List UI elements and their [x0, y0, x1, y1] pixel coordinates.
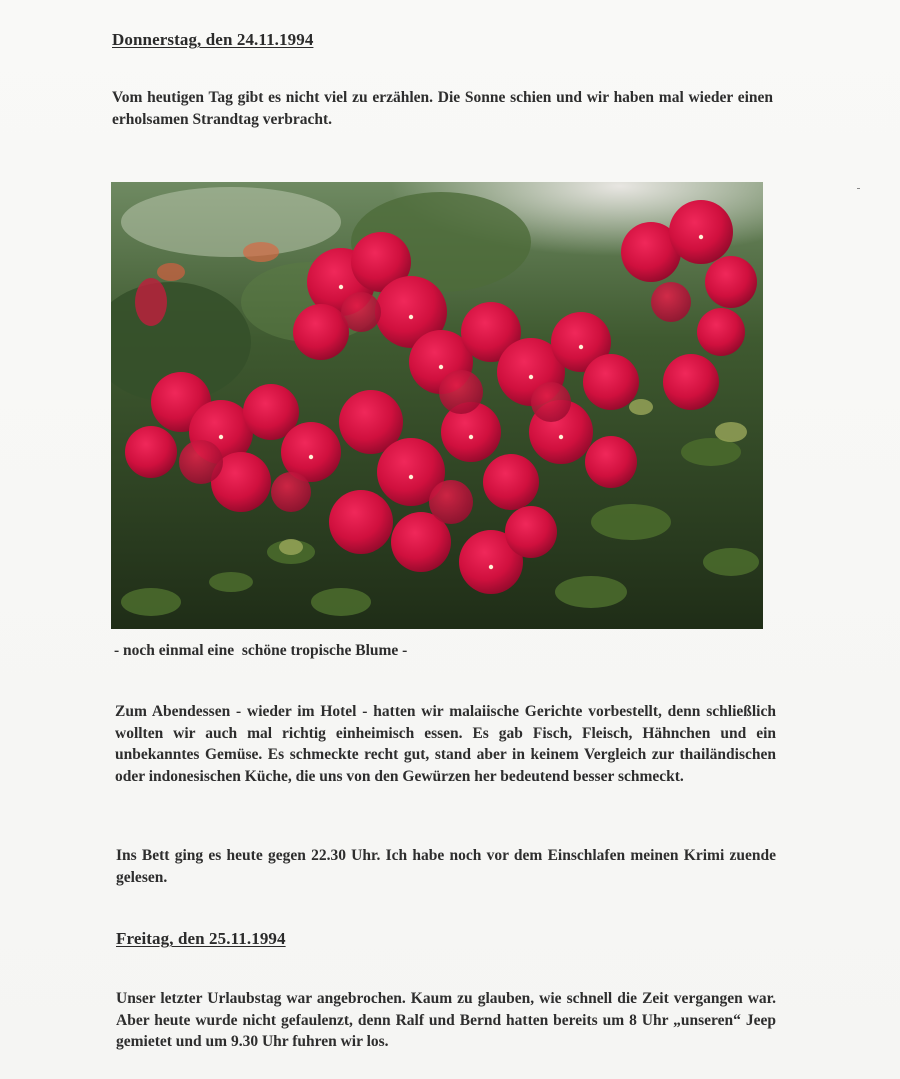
- scan-speck: [857, 188, 860, 189]
- paragraph-last-day: Unser letzter Urlaubstag war angebrochen. Kaum zu glauben, wie schnell die Zeit vergangen war. Aber heute wurde nicht gefaulenzt, denn Ralf und Bernd hatten bereits um 8 Uhr „unseren“ Jeep gemietet und um 9.30 Uhr fuhren wir los.: [116, 990, 776, 1050]
- flower-photo: [111, 182, 763, 629]
- paragraph-dinner: Zum Abendessen - wieder im Hotel - hatten wir malaiische Gerichte vorbestellt, denn schließlich wollten wir auch mal richtig einheimisch essen. Es gab Fisch, Fleisch, Hähnchen und ein unbekanntes Gemüse. Es schmeckte recht gut, stand aber in keinem Vergleich zur thailändischen oder indonesischen Küche, die uns von den Gewürzen her bedeutend besser schmeckt.: [115, 703, 776, 785]
- paragraph-bedtime: Ins Bett ging es heute gegen 22.30 Uhr. Ich habe noch vor dem Einschlafen meinen Krimi zuende gelesen.: [116, 847, 776, 886]
- paragraph-beach-day: Vom heutigen Tag gibt es nicht viel zu erzählen. Die Sonne schien und wir haben mal wieder einen erholsamen Strandtag verbracht.: [112, 89, 773, 128]
- date-heading-thursday: Donnerstag, den 24.11.1994: [112, 30, 314, 49]
- photo-caption: - noch einmal eine schöne tropische Blume -: [114, 642, 408, 659]
- date-heading-friday: Freitag, den 25.11.1994: [116, 929, 286, 948]
